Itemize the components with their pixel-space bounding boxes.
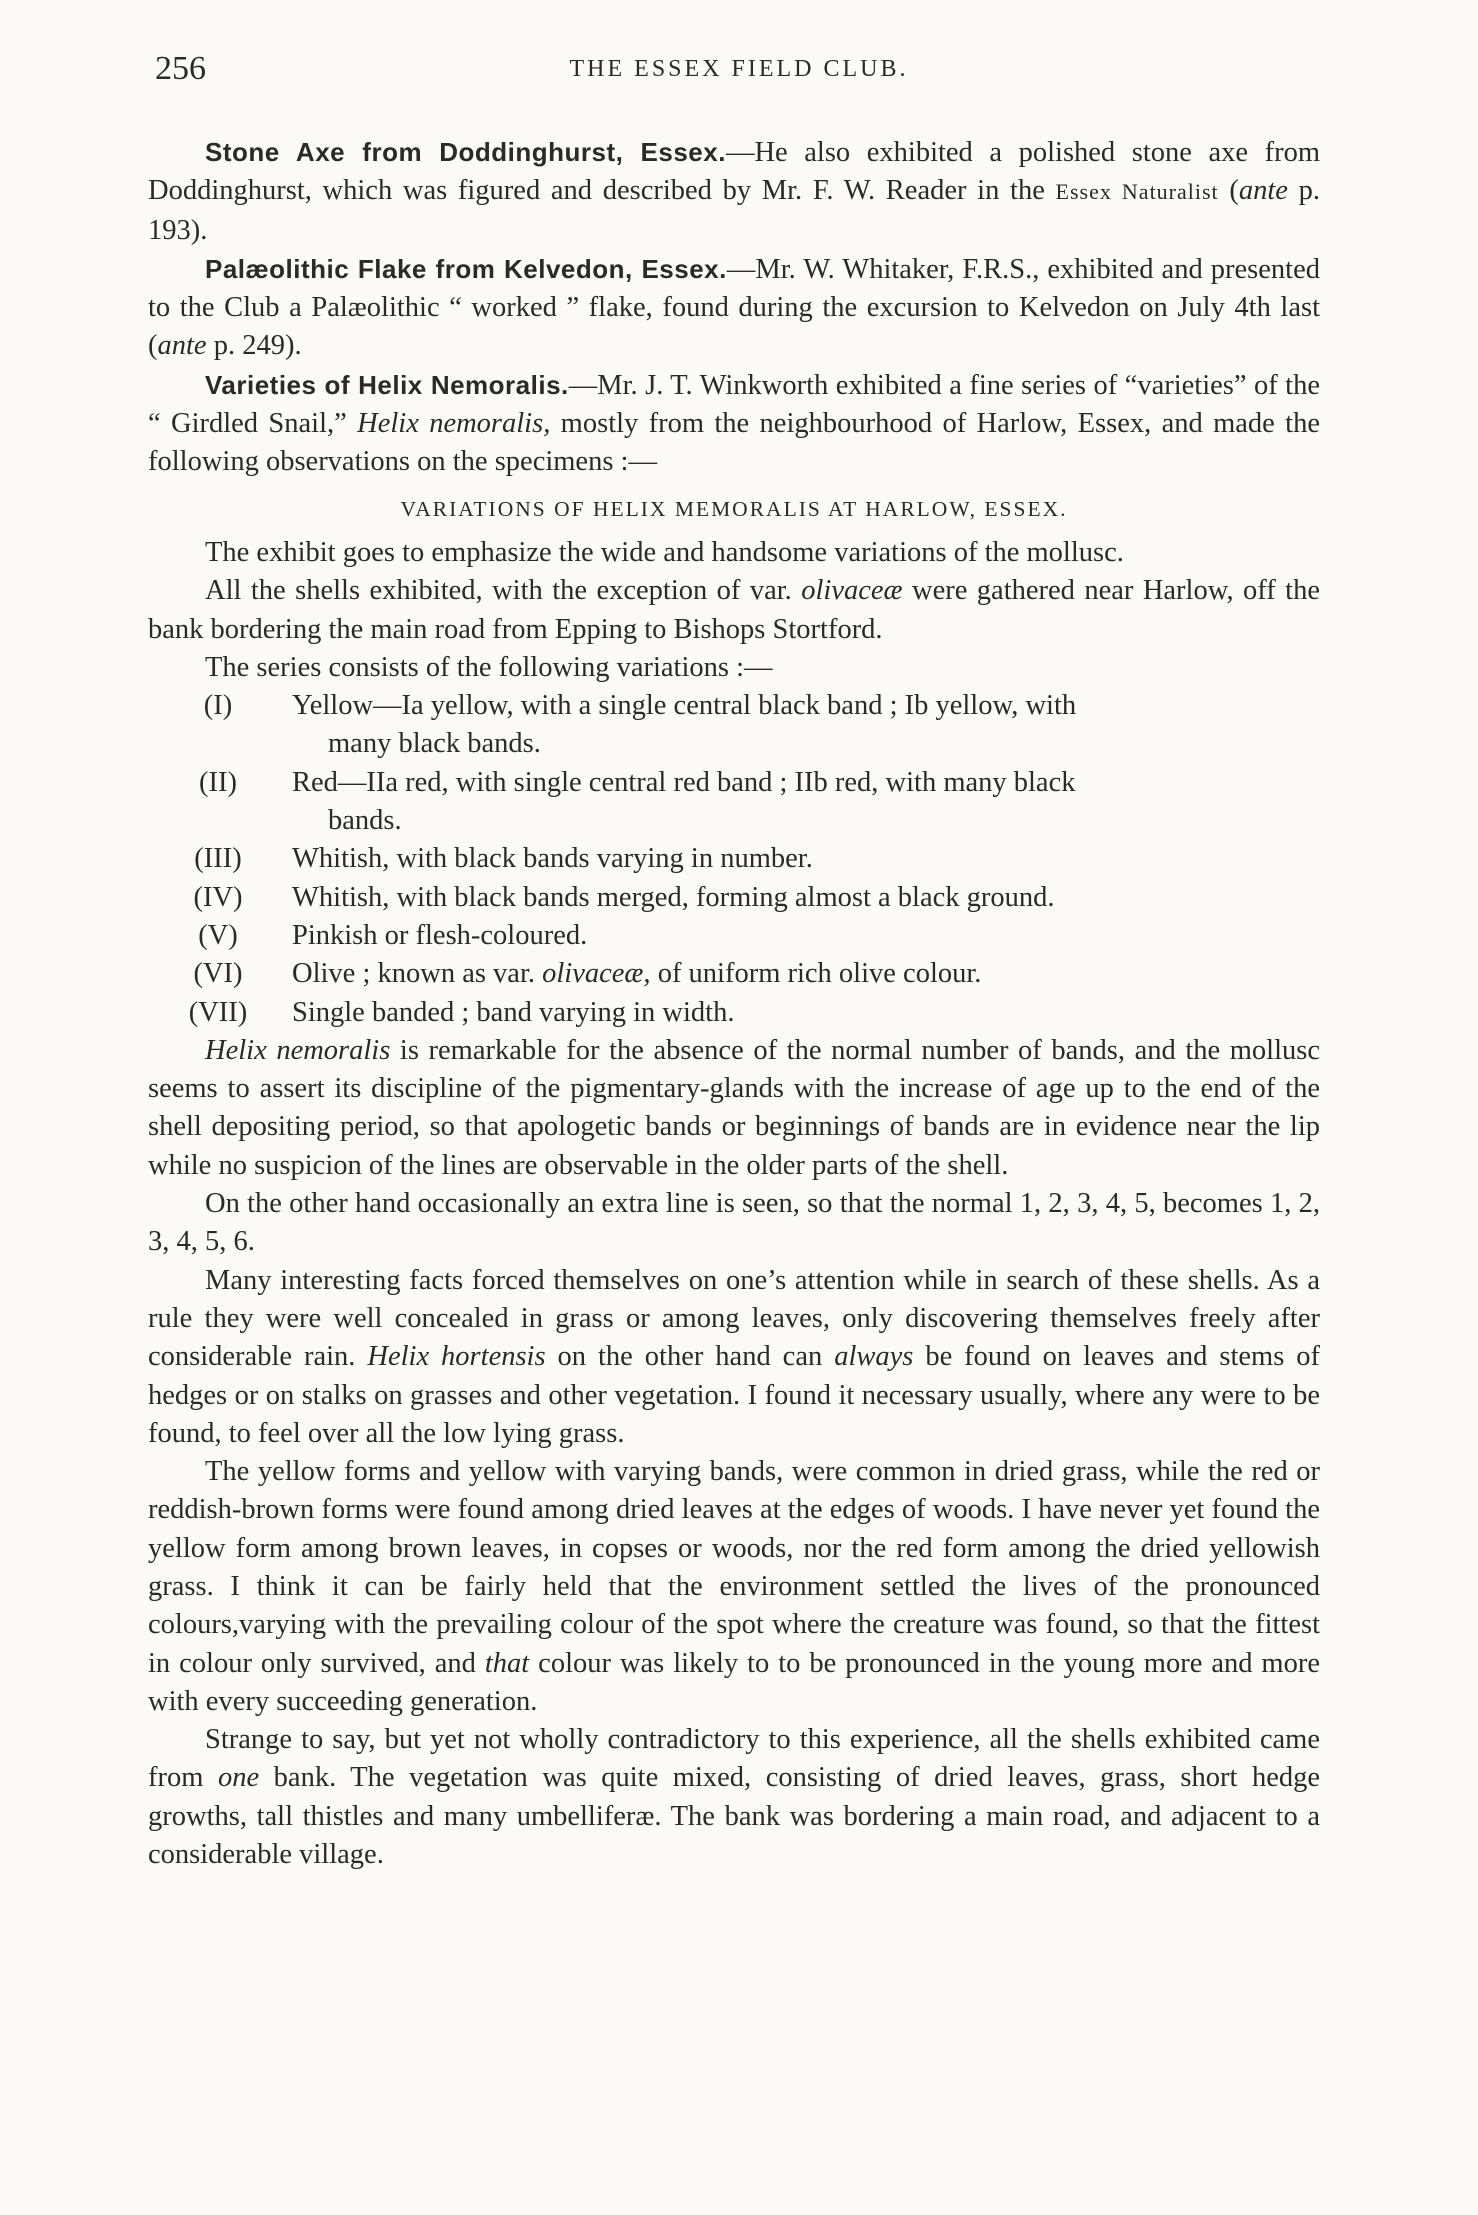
text: bands. <box>328 805 402 837</box>
variety-name: olivaceæ, <box>542 958 651 990</box>
text: Many interesting facts forced themselves on one’s attention while in search of these shells. As a rule they were well concealed in grass or among leaves, only discovering themselves freely after considerable rain. <box>148 1264 1320 1373</box>
text: —Mr. J. T. Winkworth exhibited a fine series of “varieties” of the “ Girdled Snail,” <box>148 369 1320 440</box>
section-title-helix: Varieties of Helix Nemoralis. <box>205 369 569 400</box>
text: p. 249). <box>206 330 302 362</box>
ante-ref: ante <box>1238 175 1288 207</box>
text: many black bands. <box>328 728 541 760</box>
species-name: Helix nemoralis, <box>357 408 551 440</box>
text: ( <box>1218 175 1239 207</box>
paragraph-7 <box>148 1453 1320 1721</box>
list-text <box>288 764 1320 841</box>
paragraph-4 <box>148 1032 1320 1185</box>
text: bank. The vegetation was quite mixed, consisting of dried leaves, grass, short hedge growths, tall thistles and many umbelliferæ. The bank was bordering a main road, and adjacent to a considerable village. <box>148 1762 1320 1871</box>
list-text: Single banded ; band varying in width. <box>292 996 735 1028</box>
species-name: Helix hortensis <box>367 1341 546 1373</box>
page-number: 256 <box>155 50 206 87</box>
section-title-stone-axe: Stone Axe from Doddinghurst, Essex. <box>205 137 726 167</box>
species-name: Helix nemoralis <box>205 1034 391 1066</box>
paragraph-5: On the other hand occasionally an extra line is seen, so that the normal 1, 2, 3, 4, 5, becomes 1, 2, 3, 4, 5, 6. <box>148 1188 1320 1258</box>
text: be found on leaves and stems of hedges or on stalks on grasses and other vegetation. I found it necessary usually, where any were to be found, to feel over all the low lying grass. <box>148 1341 1320 1449</box>
list-text: Whitish, with black bands merged, forming almost a black ground. <box>292 881 1055 913</box>
list-item <box>148 917 1320 955</box>
list-item <box>148 840 1320 878</box>
list-text <box>288 955 1320 993</box>
text: on the other hand can <box>545 1341 835 1373</box>
paragraph-helix <box>148 366 1320 482</box>
running-title: THE ESSEX FIELD CLUB. <box>569 56 909 82</box>
page-body <box>148 133 1320 1874</box>
text: The yellow forms and yellow with varying bands, were common in dried grass, while the red or reddish-brown forms were found among dried leaves at the edges of woods. I have never yet found the yellow form among brown leaves, in copses or woods, nor the red form among the dried yellowish grass. I think it can be fairly held that the environment settled the lives of the pronounced colours,varying with the prevailing colour of the spot where the creature was found, so that the fittest in colour only survived, and <box>148 1456 1320 1679</box>
list-item <box>148 879 1320 917</box>
text: mostly from the neighbourhood of Harlow, Essex, and made the following observations on the specimens :— <box>148 408 1320 478</box>
paragraph-stone-axe <box>148 133 1320 250</box>
variations-list <box>148 687 1320 1032</box>
ante-ref: ante <box>157 330 207 362</box>
list-text: Whitish, with black bands varying in number. <box>292 843 813 875</box>
list-number: (VII) <box>188 996 248 1028</box>
variety-name: olivaceæ <box>801 575 903 607</box>
emphasis: always <box>834 1341 914 1373</box>
journal-name: Essex Naturalist <box>1055 179 1219 205</box>
section-title-flake: Palæolithic Flake from Kelvedon, Essex. <box>205 253 727 284</box>
list-number: (II) <box>199 766 237 798</box>
text: of uniform rich olive colour. <box>650 958 982 990</box>
list-number: (V) <box>198 919 238 951</box>
paragraph-6 <box>148 1262 1320 1453</box>
text: Strange to say, but yet not wholly contradictory to this experience, all the shells exhibited came from <box>148 1724 1320 1794</box>
text: is remarkable for the absence of the normal number of bands, and the mollusc seems to assert its discipline of the pigmentary-glands with the increase of age up to the end of the shell depositing period, so that apologetic bands or beginnings of bands are in evidence near the lip while no suspicion of the lines are observable in the older parts of the shell. <box>148 1034 1321 1181</box>
list-number: (III) <box>194 843 242 875</box>
text: All the shells exhibited, with the exception of var. <box>205 575 802 607</box>
list-item <box>148 687 1320 764</box>
text: colour was likely to to be pronounced in the young more and more with every succeeding generation. <box>148 1647 1320 1717</box>
text: —Mr. W. Whitaker, F.R.S., exhibited and presented to the Club a Palæolithic “ worked ” flake, found during the excursion to Kelvedon on July 4th last ( <box>148 253 1320 362</box>
paragraph-1: The exhibit goes to emphasize the wide and handsome variations of the mollusc. <box>205 536 1124 568</box>
list-number: (I) <box>203 690 233 722</box>
text: Red—IIa red, with single central red band ; IIb red, with many black <box>292 766 1076 798</box>
text: p. 193). <box>148 175 1320 246</box>
list-number: (VI) <box>193 958 243 990</box>
list-item <box>148 764 1320 841</box>
list-item <box>148 955 1320 993</box>
paragraph-flake <box>148 250 1320 366</box>
paragraph-2 <box>148 572 1320 649</box>
text: were gathered near Harlow, off the bank bordering the main road from Epping to Bishops Stortford. <box>148 575 1320 645</box>
list-number: (IV) <box>193 881 243 913</box>
list-item <box>148 994 1320 1032</box>
emphasis: that <box>484 1647 530 1679</box>
paragraph-8 <box>148 1721 1320 1874</box>
list-text <box>288 687 1320 764</box>
subheading: VARIATIONS OF HELIX MEMORALIS AT HARLOW, ESSEX. <box>400 496 1068 521</box>
emphasis: one <box>217 1762 260 1794</box>
text: Olive ; known as var. <box>292 958 543 990</box>
text: Yellow—Ia yellow, with a single central black band ; Ib yellow, with <box>292 690 1077 722</box>
text: —He also exhibited a polished stone axe from Doddinghurst, which was figured and described by Mr. F. W. Reader in the <box>148 137 1321 207</box>
list-text: Pinkish or flesh-coloured. <box>292 919 588 951</box>
paragraph-3: The series consists of the following variations :— <box>205 651 773 683</box>
page-header <box>155 50 1323 100</box>
